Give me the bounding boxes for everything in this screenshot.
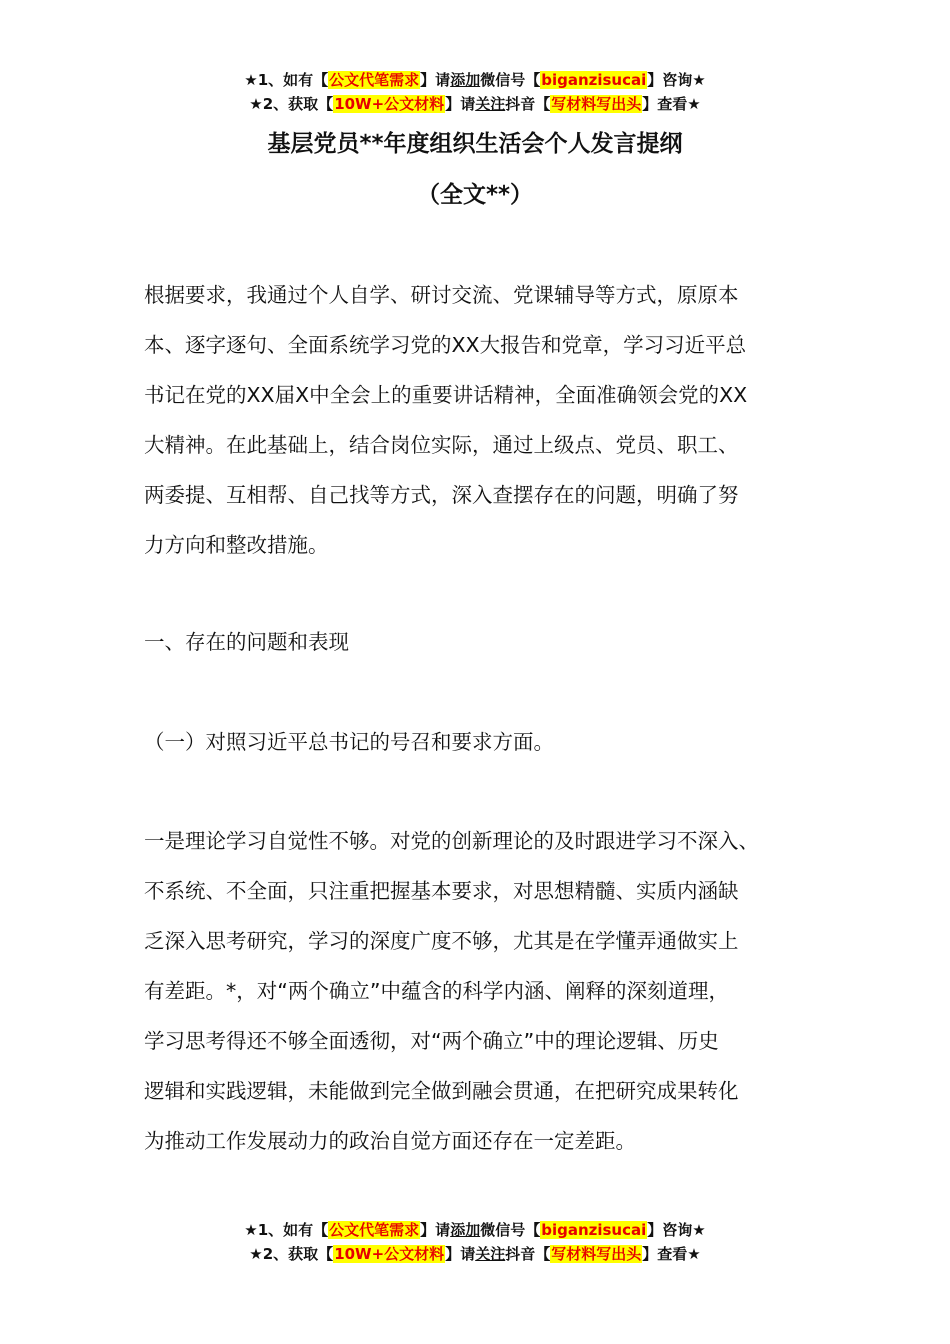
ad-text: 微信号【 bbox=[480, 71, 541, 89]
point-paragraph bbox=[144, 816, 824, 1166]
intro-paragraph bbox=[144, 270, 824, 570]
text-line: 力方向和整改措施。 bbox=[144, 533, 329, 557]
ad-highlight: 公文代笔需求 bbox=[329, 71, 420, 89]
ad-text: 】查看★ bbox=[642, 1245, 701, 1263]
top-ad-banner-line1 bbox=[0, 68, 950, 92]
subsection-heading: （一）对照习近平总书记的号召和要求方面。 bbox=[144, 730, 554, 754]
ad-text: 】请 bbox=[420, 71, 451, 89]
doc-subtitle: （全文**） bbox=[416, 182, 534, 208]
text-line: 学习思考得还不够全面透彻，对“两个确立”中的理论逻辑、历史 bbox=[144, 1029, 719, 1053]
ad-highlight: 公文代笔需求 bbox=[329, 1221, 420, 1239]
ad-text: 微信号【 bbox=[480, 1221, 541, 1239]
text-line: 大精神。在此基础上，结合岗位实际，通过上级点、党员、职工、 bbox=[144, 433, 739, 457]
ad-text: ★1、如有【 bbox=[244, 71, 329, 89]
ad-text: 】请 bbox=[445, 1245, 476, 1263]
ad-underline: 添加 bbox=[450, 1221, 481, 1239]
ad-wechat-id: biganzisucai bbox=[541, 1221, 647, 1239]
ad-douyin-id: 写材料写出头 bbox=[551, 1245, 642, 1263]
text-line: 逻辑和实践逻辑，未能做到完全做到融会贯通，在把研究成果转化 bbox=[144, 1079, 739, 1103]
ad-text: 抖音【 bbox=[505, 1245, 551, 1263]
text-line: 一是理论学习自觉性不够。对党的创新理论的及时跟进学习不深入、 bbox=[144, 829, 759, 853]
ad-text: 】请 bbox=[445, 95, 476, 113]
ad-text: ★2、获取【 bbox=[249, 1245, 334, 1263]
text-line: 两委提、互相帮、自己找等方式，深入查摆存在的问题，明确了努 bbox=[144, 483, 739, 507]
ad-highlight: 10W+公文材料 bbox=[334, 1245, 445, 1263]
ad-text: 】咨询★ bbox=[647, 71, 706, 89]
ad-underline: 关注 bbox=[475, 1245, 506, 1263]
doc-title: 基层党员**年度组织生活会个人发言提纲 bbox=[267, 131, 683, 157]
ad-douyin-id: 写材料写出头 bbox=[551, 95, 642, 113]
bottom-ad-banner-line2 bbox=[0, 1242, 950, 1266]
ad-underline: 添加 bbox=[450, 71, 481, 89]
text-line: 有差距。*，对“两个确立”中蕴含的科学内涵、阐释的深刻道理， bbox=[144, 979, 729, 1003]
ad-wechat-id: biganzisucai bbox=[541, 71, 647, 89]
text-line: 为推动工作发展动力的政治自觉方面还存在一定差距。 bbox=[144, 1129, 636, 1153]
ad-text: 】查看★ bbox=[642, 95, 701, 113]
text-line: 不系统、不全面，只注重把握基本要求，对思想精髓、实质内涵缺 bbox=[144, 879, 739, 903]
top-ad-banner-line2 bbox=[0, 92, 950, 116]
ad-text: ★2、获取【 bbox=[249, 95, 334, 113]
ad-text: ★1、如有【 bbox=[244, 1221, 329, 1239]
text-line: 根据要求，我通过个人自学、研讨交流、党课辅导等方式，原原本 bbox=[144, 283, 739, 307]
section-heading: 一、存在的问题和表现 bbox=[144, 630, 349, 654]
bottom-ad-banner-line1 bbox=[0, 1218, 950, 1242]
text-line: 乏深入思考研究，学习的深度广度不够，尤其是在学懂弄通做实上 bbox=[144, 929, 739, 953]
ad-text: 】咨询★ bbox=[647, 1221, 706, 1239]
ad-highlight: 10W+公文材料 bbox=[334, 95, 445, 113]
ad-text: 】请 bbox=[420, 1221, 451, 1239]
text-line: 书记在党的XX届X中全会上的重要讲话精神，全面准确领会党的XX bbox=[144, 383, 748, 407]
ad-text: 抖音【 bbox=[505, 95, 551, 113]
text-line: 本、逐字逐句、全面系统学习党的XX大报告和党章，学习习近平总 bbox=[144, 333, 747, 357]
ad-underline: 关注 bbox=[475, 95, 506, 113]
